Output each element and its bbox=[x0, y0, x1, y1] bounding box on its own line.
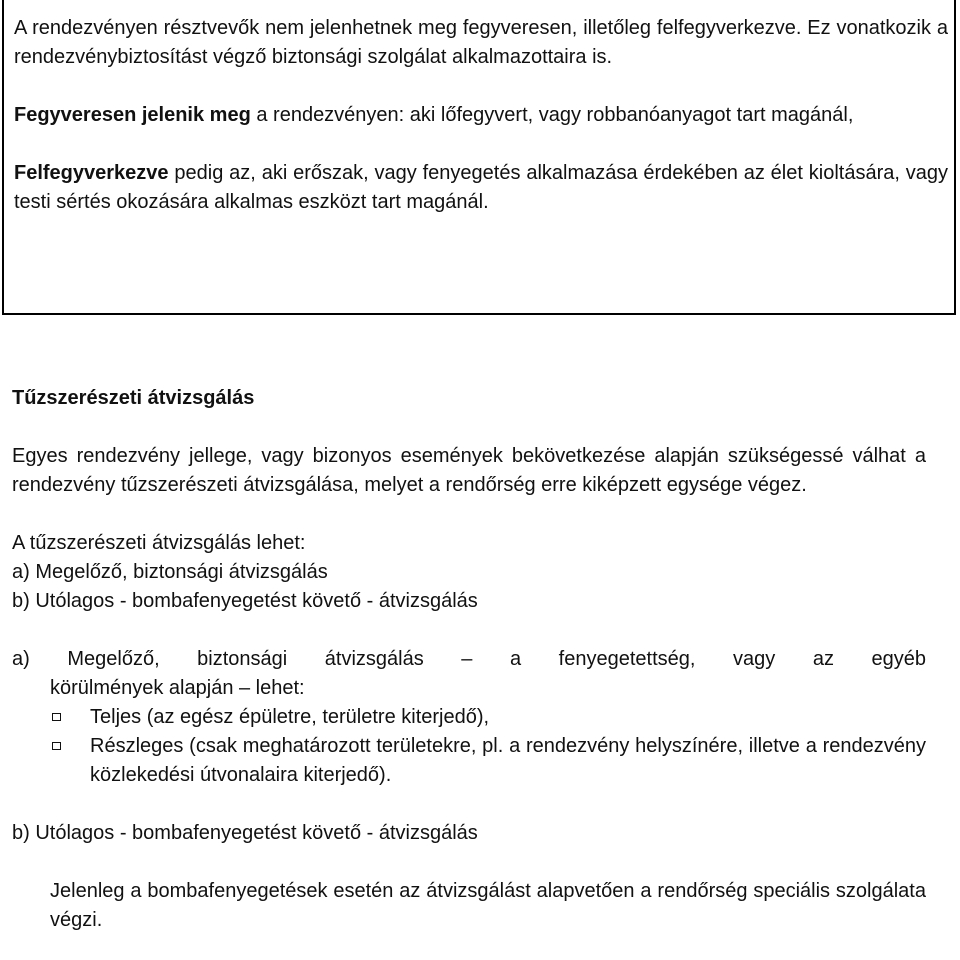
paragraph-equipped-definition bbox=[14, 159, 948, 217]
definition-equipped: pedig az, aki erőszak, vagy fenyegetés alkalmazása érdekében az élet kioltására, vagy testi sértés okozására alkalmas eszközt tart magánál. bbox=[14, 162, 948, 213]
paragraph-armed-definition bbox=[14, 101, 948, 130]
bullet-text: Részleges (csak meghatározott területekre, pl. a rendezvény helyszínére, illetve a rendezvény közlekedési útvonalaira kiterjedő). bbox=[90, 735, 926, 786]
detail-a-heading: a) Megelőző, biztonsági átvizsgálás – a fenyegetettség, vagy az egyéb bbox=[12, 648, 926, 670]
bordered-text-box bbox=[2, 0, 956, 315]
paragraph-intro: Egyes rendezvény jellege, vagy bizonyos események bekövetkezése alapján szükségessé válhat a rendezvény tűzszerészeti átvizsgálása, melyet a rendőrség erre kiképzett egysége végez. bbox=[12, 445, 926, 496]
detail-b-heading: b) Utólagos - bombafenyegetést követő - átvizsgálás bbox=[12, 822, 478, 844]
bullet-text: Teljes (az egész épületre, területre kiterjedő), bbox=[90, 706, 490, 728]
term-equipped: Felfegyverkezve bbox=[14, 162, 169, 184]
square-bullet-icon bbox=[52, 742, 61, 750]
detail-b-text: Jelenleg a bombafenyegetések esetén az átvizsgálást alapvetően a rendőrség speciális szolgálata végzi. bbox=[50, 880, 926, 931]
paragraph-participants: A rendezvényen résztvevők nem jelenhetnek meg fegyveresen, illetőleg felfegyverkezve. Ez vonatkozik a rendezvénybiztosítást végző biztonsági szolgálat alkalmazottaira is. bbox=[14, 17, 948, 68]
bullet-item-full bbox=[12, 703, 926, 732]
bullet-item-partial bbox=[12, 732, 926, 790]
term-armed: Fegyveresen jelenik meg bbox=[14, 104, 251, 126]
detail-a-continuation: körülmények alapján – lehet: bbox=[50, 677, 305, 699]
square-bullet-icon bbox=[52, 713, 61, 721]
list-item-b: b) Utólagos - bombafenyegetést követő - átvizsgálás bbox=[12, 590, 478, 612]
list-intro: A tűzszerészeti átvizsgálás lehet: bbox=[12, 532, 306, 554]
definition-armed: a rendezvényen: aki lőfegyvert, vagy robbanóanyagot tart magánál, bbox=[250, 104, 854, 126]
section-heading: Tűzszerészeti átvizsgálás bbox=[12, 387, 255, 409]
list-item-a: a) Megelőző, biztonsági átvizsgálás bbox=[12, 561, 328, 583]
section-bomb-inspection bbox=[12, 384, 926, 935]
